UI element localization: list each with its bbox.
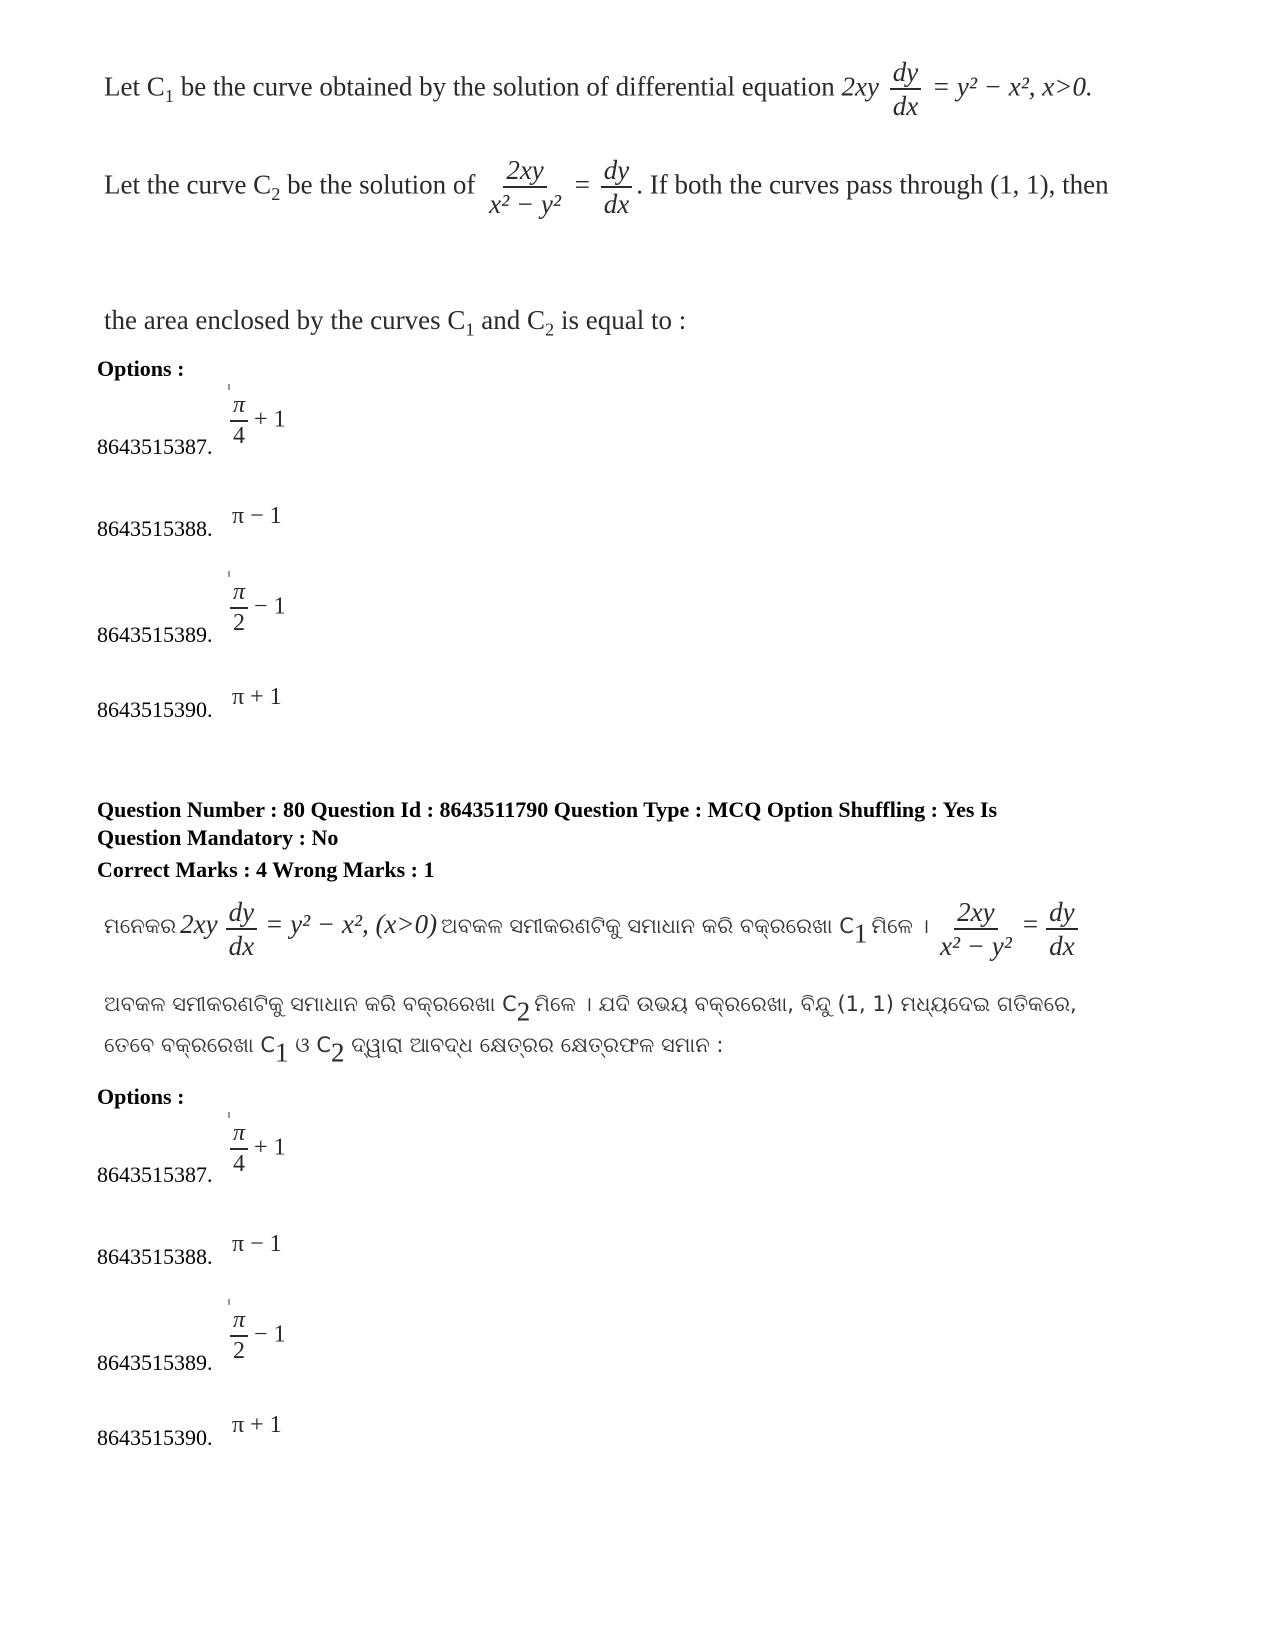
q79-option-3-id: 8643515389. — [97, 622, 213, 647]
odia-text: ଅବକଳ ସମୀକରଣଟିକୁ ସମାଧାନ କରି ବକ୍ରରେଖା C — [441, 914, 854, 939]
option-tail: − 1 — [254, 593, 286, 620]
q79-line3 — [104, 305, 686, 340]
q79-line1 — [104, 58, 1093, 121]
q79-option-3-expr — [230, 580, 286, 636]
q79-line1-prefix: Let C — [104, 71, 165, 102]
q80-header-line1: Question Number : 80 Question Id : 8643511790 Question Type : MCQ Option Shuffling : Yes Is — [97, 797, 998, 822]
frac-numerator: dy — [226, 898, 257, 930]
frac-numerator: dy — [601, 156, 632, 188]
frac-denominator: 2 — [233, 1338, 246, 1365]
q80-odia-line1 — [104, 898, 1082, 961]
q79-line2-text: be the solution of — [280, 169, 483, 200]
q80-odia-line2 — [104, 992, 1077, 1027]
q79-line2 — [104, 156, 1109, 219]
frac-numerator: dy — [1046, 898, 1077, 930]
q80-sub2: 2 — [331, 1037, 345, 1068]
frac-denominator: dx — [892, 91, 919, 122]
option-tail: + 1 — [254, 1134, 286, 1161]
frac-denominator: dx — [228, 931, 255, 962]
q79-options-label: Options : — [97, 356, 185, 381]
frac-denominator: x² − y² — [939, 931, 1012, 962]
q79-option-2-id: 8643515388. — [97, 516, 213, 541]
q80-options-label: Options : — [97, 1084, 185, 1109]
q80-option-4-id: 8643515390. — [97, 1425, 213, 1450]
q80-option-4-expr: π + 1 — [232, 1412, 282, 1438]
frac-numerator: π — [230, 393, 248, 422]
q79-line1-rhs: = y² − x², x>0. — [931, 71, 1093, 102]
frac-numerator: 2xy — [954, 898, 997, 930]
q80-line1-fraction-left — [937, 898, 1015, 961]
q79-line3-prefix: the area enclosed by the curves C — [104, 305, 466, 335]
q80-sub2: 2 — [516, 996, 531, 1027]
option-tail: + 1 — [254, 406, 286, 433]
q80-option-2-expr: π − 1 — [232, 1231, 282, 1257]
frac-numerator: dy — [890, 58, 921, 90]
q80-option-3-id: 8643515389. — [97, 1350, 213, 1375]
odia-text2: ମିଳେ । — [871, 914, 929, 939]
q79-option-2-expr: π − 1 — [232, 503, 282, 529]
equals-sign: = — [1022, 909, 1039, 940]
q79-line3-suffix: is equal to : — [554, 305, 687, 335]
q79-line2-suffix: . If both the curves pass through (1, 1), then — [636, 169, 1109, 200]
q80-line1-fraction-right — [1046, 898, 1077, 961]
tick-mark — [228, 1112, 230, 1118]
option-fraction — [230, 580, 248, 636]
frac-denominator: dx — [603, 189, 630, 220]
frac-denominator: 4 — [233, 1151, 246, 1178]
q80-line1-fraction — [226, 898, 257, 961]
option-fraction — [230, 393, 248, 449]
q79-line2-prefix: Let the curve C — [104, 169, 272, 200]
frac-denominator: x² − y² — [489, 189, 561, 220]
q79-option-1-expr — [230, 393, 286, 449]
q79-line2-fraction-left — [486, 156, 564, 219]
frac-numerator: π — [230, 1308, 248, 1337]
frac-numerator: 2xy — [503, 156, 546, 188]
odia-text2: ଦ୍ୱାରା ଆବଦ୍ଧ କ୍ଷେତ୍ରର କ୍ଷେତ୍ରଫଳ ସମାନ : — [344, 1033, 724, 1057]
frac-denominator: 2 — [233, 610, 246, 637]
equals-sign: = — [574, 169, 590, 200]
q79-line2-fraction-right — [601, 156, 632, 219]
q79-line3-mid: and C — [474, 305, 546, 335]
option-tail: − 1 — [254, 1321, 286, 1348]
q80-sub1: 1 — [275, 1037, 289, 1068]
frac-denominator: 4 — [233, 423, 246, 450]
q79-line1-sub: 1 — [164, 85, 174, 106]
q80-odia-line3 — [104, 1033, 723, 1068]
q80-header-line2: Question Mandatory : No — [97, 825, 339, 850]
q80-option-1-id: 8643515387. — [97, 1162, 213, 1187]
q79-line3-sub1: 1 — [465, 319, 475, 340]
q79-option-4-id: 8643515390. — [97, 697, 213, 722]
odia-text: ତେବେ ବକ୍ରରେଖା C — [104, 1033, 276, 1057]
q79-line1-fraction — [890, 58, 921, 121]
odia-text2: ମିଳେ । ଯଦି ଉଭୟ ବକ୍ରରେଖା, ବିନ୍ଦୁ (1, 1) ମଧ୍ୟଦେଇ ଗତିକରେ, — [534, 992, 1077, 1016]
q80-rhs: = y² − x², (x>0) — [265, 909, 438, 940]
q79-line1-text: be the curve obtained by the solution of differential equation — [173, 71, 842, 102]
q80-option-3-expr — [230, 1308, 286, 1364]
tick-mark — [228, 1299, 230, 1305]
q80-header-line3: Correct Marks : 4 Wrong Marks : 1 — [97, 857, 435, 882]
q79-line2-sub: 2 — [271, 183, 281, 204]
q80-coef: 2xy — [180, 909, 218, 940]
option-fraction — [230, 1308, 248, 1364]
q80-option-1-expr — [230, 1121, 286, 1177]
option-fraction — [230, 1121, 248, 1177]
q79-line1-coef: 2xy — [841, 71, 879, 102]
odia-lead: ମନେକର — [104, 914, 177, 939]
frac-denominator: dx — [1049, 931, 1075, 962]
q79-line3-sub2: 2 — [545, 319, 555, 340]
frac-numerator: π — [230, 1121, 248, 1150]
odia-text: ଅବକଳ ସମୀକରଣଟିକୁ ସମାଧାନ କରି ବକ୍ରରେଖା C — [104, 992, 517, 1016]
odia-mid: ଓ C — [288, 1033, 332, 1057]
tick-mark — [228, 384, 230, 390]
q79-option-1-id: 8643515387. — [97, 434, 213, 459]
q80-sub1: 1 — [853, 918, 868, 949]
tick-mark — [228, 571, 230, 577]
q80-option-2-id: 8643515388. — [97, 1244, 213, 1269]
frac-numerator: π — [230, 580, 248, 609]
q79-option-4-expr: π + 1 — [232, 684, 282, 710]
